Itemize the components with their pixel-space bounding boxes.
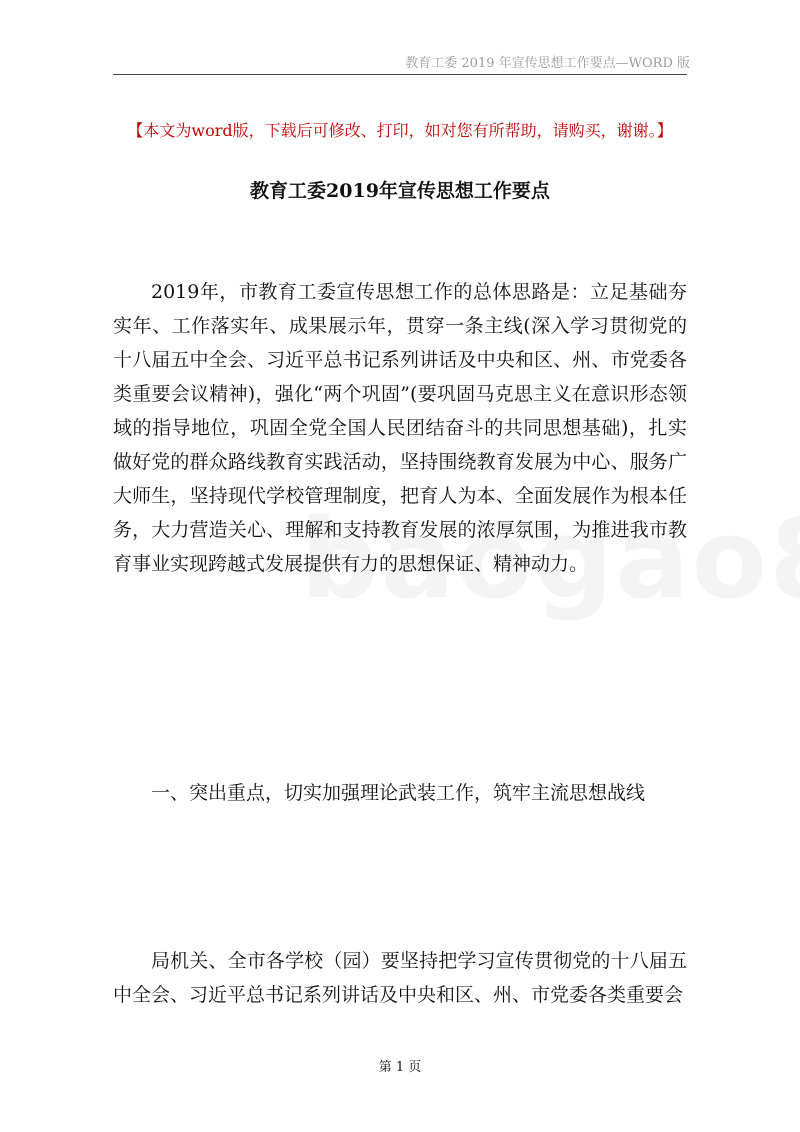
paragraph-section-body: 局机关、全市各学校（园）要坚持把学习宣传贯彻党的十八届五中全会、习近平总书记系列讲话及中央和区、州、市党委各类重要会 (113, 950, 687, 1006)
running-header: 教育工委 2019 年宣传思想工作要点—WORD 版 (405, 56, 690, 71)
paragraph-intro: 2019年，市教育工委宣传思想工作的总体思路是：立足基础夯实年、工作落实年、成果展示年，贯穿一条主线(深入学习贯彻党的十八届五中全会、习近平总书记系列讲话及中央和区、州、市党委各类重要会议精神)，强化“两个巩固”(要巩固马克思主义在意识形态领域的指导地位，巩固全党全国人民团结奋斗的共同思想基础)，扎实做好党的群众路线教育实践活动，坚持围绕教育发展为中心、服务广大师生，坚持现代学校管理制度，把育人为本、全面发展作为根本任务，大力营造关心、理解和支持教育发展的浓厚氛围，为推进我市教育事业实现跨越式发展提供有力的思想保证、精神动力。 (113, 281, 687, 575)
header-divider (113, 74, 687, 75)
page-number: 第 1 页 (378, 1060, 422, 1075)
document-title: 教育工委2019年宣传思想工作要点 (250, 180, 550, 202)
download-notice: 【本文为word版，下载后可修改、打印，如对您有所帮助，请购买，谢谢。】 (127, 121, 673, 140)
section-heading: 一、突出重点，切实加强理论武装工作，筑牢主流思想战线 (151, 782, 646, 804)
